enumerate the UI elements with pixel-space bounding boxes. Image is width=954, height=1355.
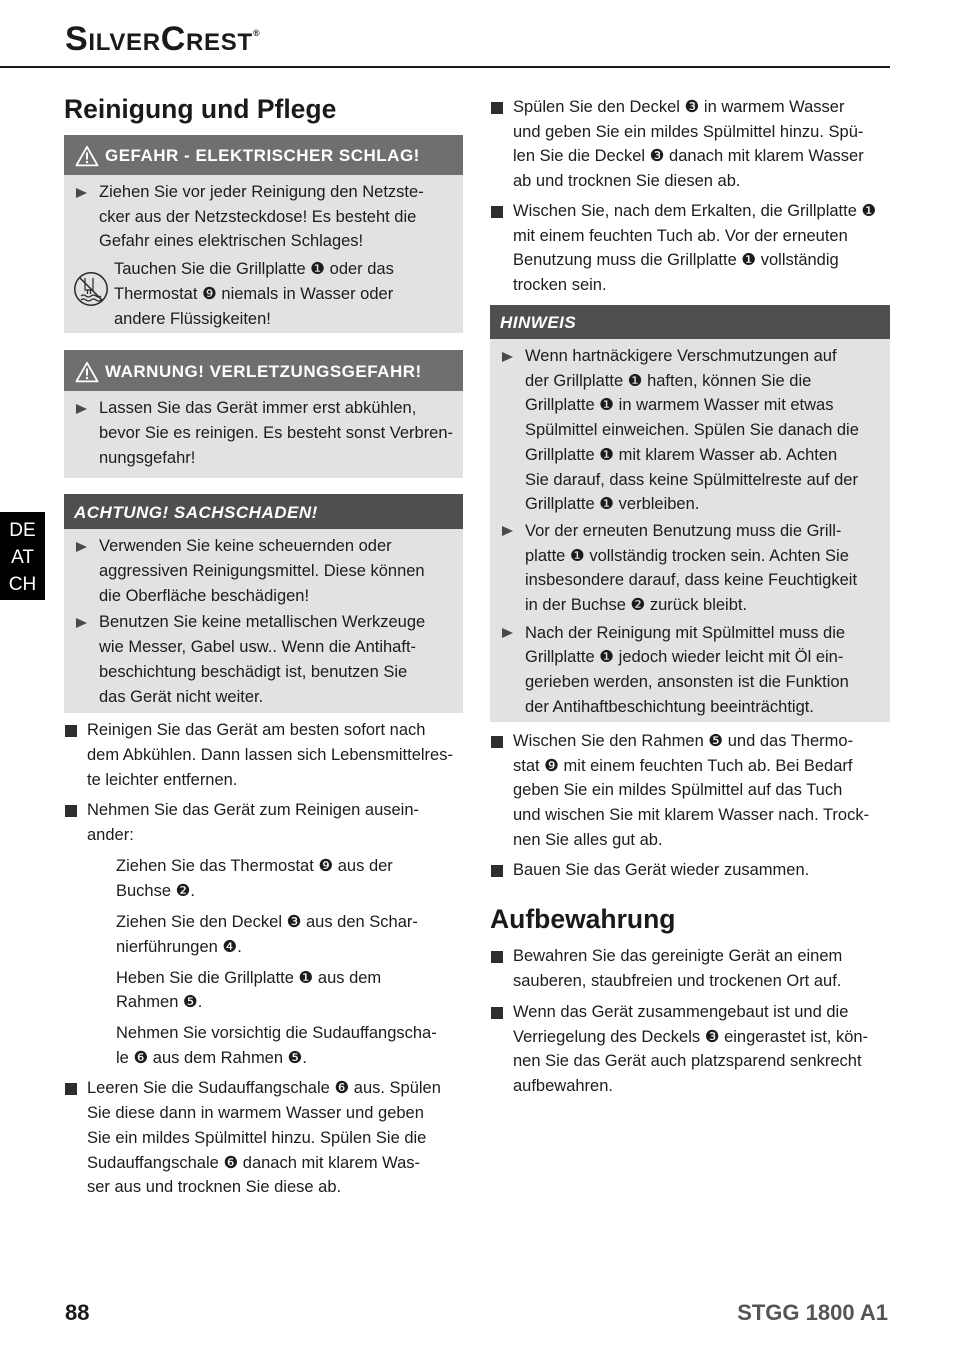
storage-item-text: Wenn das Gerät zusammengebaut ist und die Verriegelung des Deckels ❸ eingerastet ist, kön- nen Sie das Gerät auch platzsparend senkrecht aufbewahren. <box>513 1003 869 1096</box>
square-bullet-icon <box>491 865 503 877</box>
caution-item-text: Benutzen Sie keine metallischen Werkzeuge wie Messer, Gabel usw.. Wenn die Antihaft- beschichtung beschädigt ist, benutzen Sie das Gerät nicht weiter. <box>99 613 426 706</box>
disassembly-substep <box>64 854 463 903</box>
instruction-item <box>490 858 890 883</box>
instruction-text: Spülen Sie den Deckel ❸ in warmem Wasser und geben Sie ein mildes Spülmittel hinzu. Spü- len Sie die Deckel ❸ danach mit klarem Wasser ab und trocknen Sie diesen ab. <box>513 98 864 191</box>
substep-text: Ziehen Sie den Deckel ❸ aus den Schar- nierführungen ❹. <box>116 913 418 956</box>
warning-box-body <box>64 391 463 478</box>
caution-box-title: ACHTUNG! SACHSCHADEN! <box>74 502 318 522</box>
instruction-item <box>64 1076 463 1200</box>
caution-box-header <box>64 494 463 529</box>
warning-item-text: Lassen Sie das Gerät immer erst abkühlen, bevor Sie es reinigen. Es besteht sonst Verbren- nungsgefahr! <box>99 399 454 467</box>
note-item <box>490 621 890 720</box>
disassembly-substep <box>64 1021 463 1070</box>
danger-box-body <box>64 175 463 333</box>
instruction-item <box>64 798 463 847</box>
note-item <box>490 344 890 517</box>
arrow-bullet-icon <box>76 404 87 414</box>
section-title-cleaning: Reinigung und Pflege <box>64 94 337 124</box>
danger-box <box>64 135 463 333</box>
square-bullet-icon <box>491 951 503 963</box>
storage-item <box>490 944 890 993</box>
danger-box-title: GEFAHR - ELEKTRISCHER SCHLAG! <box>105 146 420 165</box>
danger-box-header <box>64 135 463 175</box>
arrow-bullet-icon <box>76 188 87 198</box>
square-bullet-icon <box>491 736 503 748</box>
warning-box-header <box>64 350 463 391</box>
language-de: DE <box>9 520 36 541</box>
warning-box-title: WARNUNG! VERLETZUNGSGEFAHR! <box>105 361 422 381</box>
arrow-bullet-icon <box>502 628 513 638</box>
substep-text: Heben Sie die Grillplatte ❶ aus dem Rahmen ❺. <box>116 968 382 1012</box>
header-rule <box>0 66 890 68</box>
square-bullet-icon <box>65 725 77 737</box>
note-box-header <box>490 305 890 339</box>
warning-triangle-icon <box>75 145 99 167</box>
square-bullet-icon <box>491 1007 503 1019</box>
note-item-text: Nach der Reinigung mit Spülmittel muss die Grillplatte ❶ jedoch wieder leicht mit Öl ein- gerieben werden, ansonsten ist die Funktion der Antihaftbeschichtung beeinträchtigt. <box>525 623 849 716</box>
instruction-text: Leeren Sie die Sudauffangschale ❻ aus. Spülen Sie diese dann in warmem Wasser und geben Sie ein mildes Spülmittel hinzu. Spülen Sie die Sudauffangschale ❻ danach mit klarem Was- ser aus und trocknen Sie diese ab. <box>87 1079 441 1197</box>
instruction-text: Wischen Sie den Rahmen ❺ und das Thermo- stat ❾ mit einem feuchten Tuch ab. Bei Bedarf geben Sie ein mildes Spülmittel auf das Tuch und wischen Sie mit klarem Wasser nach. Trock- nen Sie alles gut ab. <box>513 732 870 849</box>
disassembly-substep <box>64 966 463 1015</box>
no-immersion-icon <box>73 271 109 307</box>
instruction-item <box>490 729 890 853</box>
note-box-title: HINWEIS <box>500 313 577 332</box>
square-bullet-icon <box>491 206 503 218</box>
danger-item-text: Ziehen Sie vor jeder Reinigung den Netzste- cker aus der Netzsteckdose! Es besteht die Gefahr eines elektrischen Schlages! <box>99 183 424 251</box>
immersion-note-text: Tauchen Sie die Grillplatte ❶ oder das Thermostat ❾ niemals in Wasser oder andere Flüssigkeiten! <box>114 260 394 328</box>
page-number: 88 <box>65 1300 90 1325</box>
section-title-storage: Aufbewahrung <box>490 904 676 935</box>
square-bullet-icon <box>491 102 503 114</box>
caution-item-text: Verwenden Sie keine scheuernden oder aggressiven Reinigungsmittel. Diese können die Oberfläche beschädigen! <box>99 537 425 605</box>
caution-box <box>64 494 463 713</box>
note-item <box>490 519 890 618</box>
warning-box <box>64 350 463 478</box>
brand-logo: SilverCrest <box>65 20 253 58</box>
arrow-bullet-icon <box>76 542 87 552</box>
disassembly-substep <box>64 910 463 959</box>
note-item-text: Vor der erneuten Benutzung muss die Grill- platte ❶ vollständig trocken sein. Achten Sie insbesondere darauf, dass keine Feuchtigkeit in der Buchse ❷ zurück bleibt. <box>525 521 858 615</box>
square-bullet-icon <box>65 1083 77 1095</box>
right-column <box>490 95 890 1099</box>
arrow-bullet-icon <box>76 618 87 628</box>
model-number: STGG 1800 A1 <box>737 1300 888 1325</box>
instruction-text: Nehmen Sie das Gerät zum Reinigen ausein- ander: <box>87 801 420 845</box>
language-ch: CH <box>8 574 37 595</box>
substep-text: Ziehen Sie das Thermostat ❾ aus der Buchse ❷. <box>116 857 393 900</box>
immersion-note <box>64 257 463 331</box>
storage-item <box>490 1000 890 1099</box>
language-at: AT <box>11 547 34 568</box>
warning-triangle-icon <box>75 361 99 383</box>
instruction-text: Reinigen Sie das Gerät am besten sofort nach dem Abkühlen. Dann lassen sich Lebensmittelres- te leichter entfernen. <box>87 721 453 789</box>
instruction-item <box>490 199 890 298</box>
caution-box-body <box>64 529 463 713</box>
instruction-text: Bauen Sie das Gerät wieder zusammen. <box>513 861 810 880</box>
left-column <box>64 93 463 1200</box>
substep-text: Nehmen Sie vorsichtig die Sudauffangscha- le ❻ aus dem Rahmen ❺. <box>116 1024 437 1068</box>
registered-mark: ® <box>253 28 260 38</box>
arrow-bullet-icon <box>502 352 513 362</box>
note-box <box>490 305 890 722</box>
instruction-item <box>64 718 463 792</box>
instruction-item <box>490 95 890 194</box>
note-item-text: Wenn hartnäckigere Verschmutzungen auf der Grillplatte ❶ haften, können Sie die Grillplatte ❶ in warmem Wasser mit etwas Spülmittel einweichen. Spülen Sie danach die Grillplatte ❶ mit klarem Wasser ab. Achten Sie darauf, dass keine Spülmittelreste auf der Grillplatte ❶ verbleiben. <box>525 347 859 514</box>
language-tab <box>0 512 45 600</box>
caution-item <box>64 610 463 709</box>
warning-item <box>64 396 463 470</box>
square-bullet-icon <box>65 805 77 817</box>
danger-item <box>64 180 463 254</box>
storage-item-text: Bewahren Sie das gereinigte Gerät an einem sauberen, staubfreien und trockenen Ort auf. <box>513 947 843 990</box>
note-box-body <box>490 339 890 722</box>
instruction-text: Wischen Sie, nach dem Erkalten, die Grillplatte ❶ mit einem feuchten Tuch ab. Vor der erneuten Benutzung muss die Grillplatte ❶ vollständig trocken sein. <box>513 202 877 295</box>
arrow-bullet-icon <box>502 526 513 536</box>
caution-item <box>64 534 463 608</box>
